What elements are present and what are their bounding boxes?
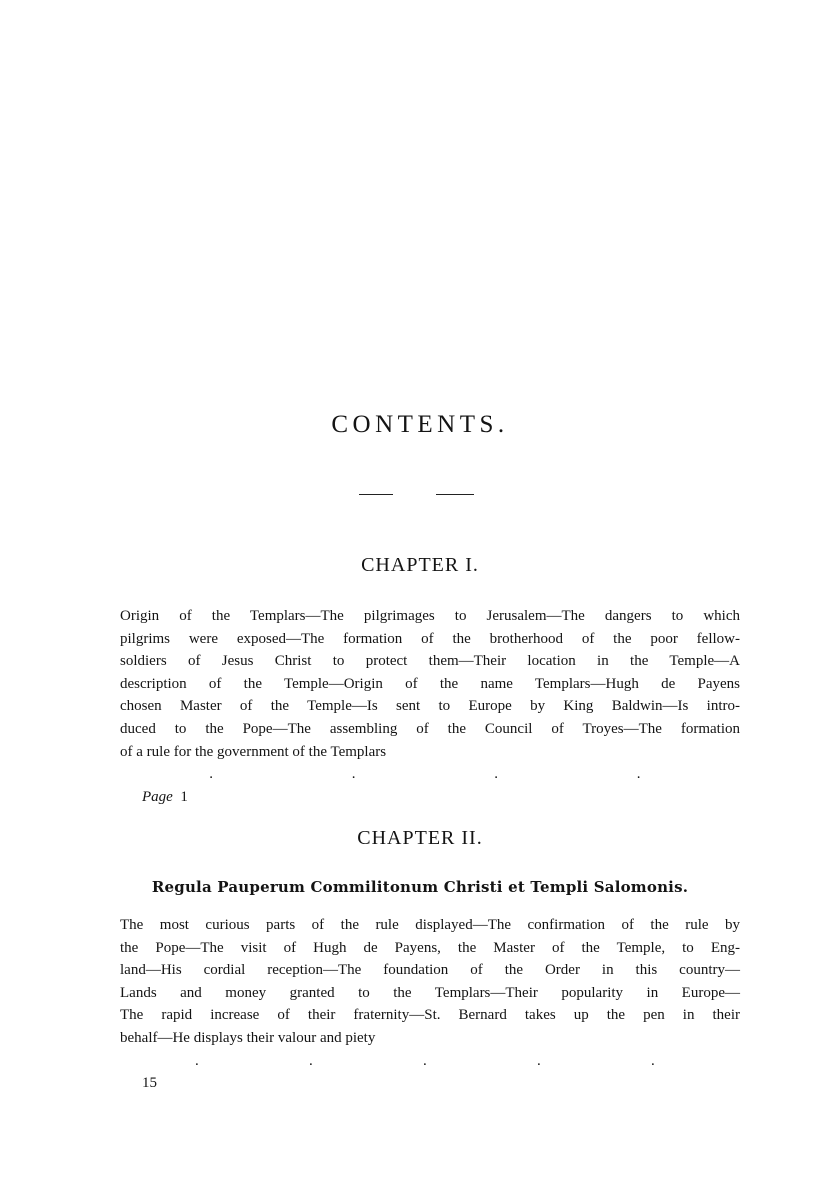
- summary-line: soldiers of Jesus Christ to protect them—Their location in the Temple—A: [120, 653, 740, 670]
- page-number: 1: [180, 788, 188, 805]
- summary-line: duced to the Pope—The assembling of the Council of Troyes—The formation: [120, 720, 740, 737]
- summary-line: pilgrims were exposed—The formation of the brotherhood of the poor fellow-: [120, 630, 740, 647]
- page-reference: [142, 1075, 157, 1091]
- summary-line-text: behalf—He displays their valour and piety: [120, 1029, 376, 1046]
- summary-last-line: [120, 741, 740, 809]
- summary-line: land—His cordial reception—The foundation of the Order in this country—: [120, 962, 740, 979]
- summary-line: the Pope—The visit of Hugh de Payens, the Master of the Temple, to Eng-: [120, 939, 740, 956]
- summary-line: The rapid increase of their fraternity—St. Bernard takes up the pen in their: [120, 1007, 740, 1024]
- chapter-1-heading: CHAPTER I.: [361, 554, 479, 576]
- chapter-2-summary: [120, 914, 740, 1095]
- page-reference: [142, 789, 188, 805]
- summary-line: Origin of the Templars—The pilgrimages to Jerusalem—The dangers to which: [120, 608, 740, 624]
- page-number: 15: [142, 1075, 157, 1092]
- summary-line: Lands and money granted to the Templars—Their popularity in Europe—: [120, 984, 740, 1001]
- summary-line: description of the Temple—Origin of the name Templars—Hugh de Payens: [120, 675, 740, 692]
- summary-last-line: [120, 1027, 740, 1095]
- ornament-rule-right: [436, 494, 474, 495]
- summary-line-text: of a rule for the government of the Templars: [120, 743, 387, 760]
- dot-leaders: . . . .: [209, 766, 641, 783]
- summary-line: chosen Master of the Temple—Is sent to Europe by King Baldwin—Is intro-: [120, 698, 740, 715]
- summary-line: The most curious parts of the rule displayed—The confirmation of the rule by: [120, 917, 740, 933]
- dot-leaders: . . . . .: [195, 1052, 655, 1069]
- contents-title: CONTENTS.: [331, 411, 509, 438]
- chapter-1-summary: [120, 605, 740, 808]
- chapter-2-subtitle: Regula Pauperum Commilitonum Christi et Templi Salomonis.: [151, 878, 689, 896]
- ornament-rule-left: [359, 494, 393, 495]
- page-word: Page: [142, 788, 173, 805]
- chapter-2-heading: CHAPTER II.: [357, 827, 483, 849]
